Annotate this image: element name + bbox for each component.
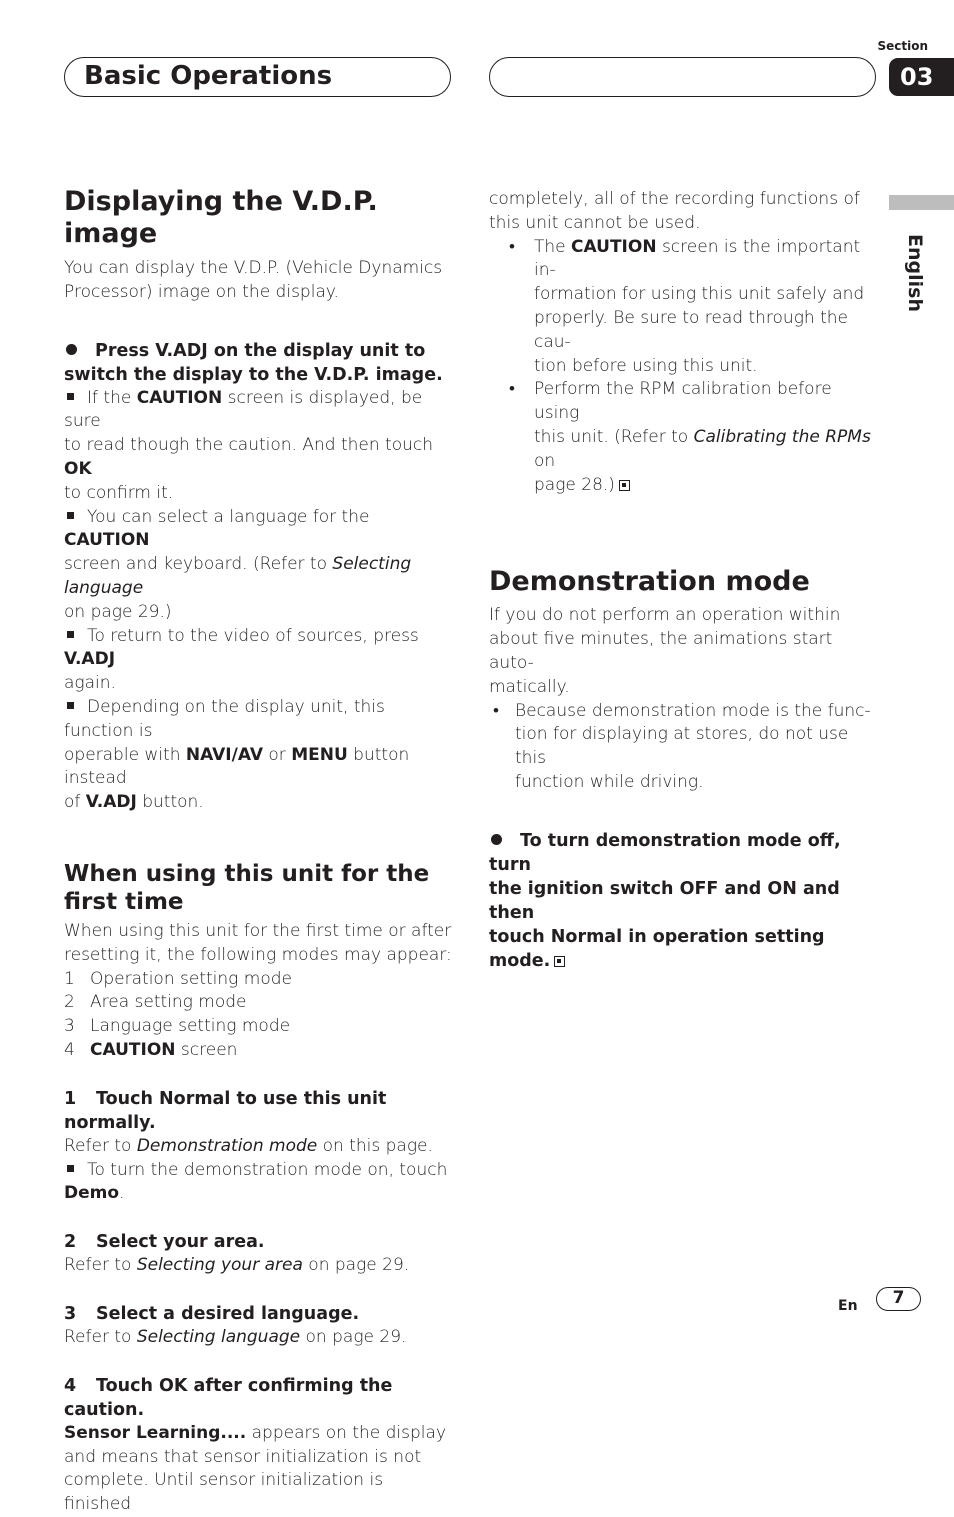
- step-3: 3 Select a desired language. Refer to Selecting language on page 29.: [64, 1303, 407, 1347]
- section-number: 03: [889, 58, 954, 96]
- first-time-intro: When using this unit for the first time or after resetting it, the following modes may appear:: [64, 920, 452, 965]
- demo-intro: If you do not perform an operation within about five minutes, the animations start auto- matically.: [489, 605, 841, 697]
- language-tab: [889, 195, 954, 210]
- step-1: 1 Touch Normal to use this unit normally. Refer to Demonstration mode on this page. To turn the demonstration mode on, touch Demo.: [64, 1088, 448, 1204]
- empty-header-frame: [489, 57, 876, 97]
- bullet-dot-icon: [491, 834, 502, 845]
- language-label: English: [903, 234, 926, 312]
- note-caution: If the CAUTION screen is displayed, be sure to read though the caution. And then touch OK to confirm it.: [64, 387, 434, 503]
- note-square-icon: [67, 702, 74, 709]
- note-language: You can select a language for the CAUTION screen and keyboard. (Refer to Selecting language on page 29.): [64, 506, 412, 622]
- left-column: [64, 186, 454, 1517]
- mode-list: [64, 968, 454, 1063]
- note-square-icon: [67, 393, 74, 400]
- vdp-step: Press V.ADJ on the display unit to switch the display to the V.D.P. image.: [64, 340, 443, 385]
- bullet-caution-important: • The CAUTION screen is the important in- formation for using this unit safely and properly. Be sure to read through the cau- tion before using this unit.: [489, 236, 876, 379]
- mode-item: 3 Language setting mode: [64, 1016, 291, 1037]
- bullet-dot-icon: [66, 344, 77, 355]
- heading-first-time: When using this unit for the first time: [64, 860, 430, 915]
- heading-vdp: Displaying the V.D.P. image: [64, 186, 378, 249]
- heading-demonstration: Demonstration mode: [489, 566, 810, 598]
- step-4: 4 Touch OK after confirming the caution. Sensor Learning.... appears on the display and means that sensor initialization is not complete. Until sensor initialization is finished: [64, 1375, 447, 1515]
- mode-item: 1 Operation setting mode: [64, 968, 292, 989]
- end-mark-icon: [619, 480, 630, 491]
- end-mark-icon: [554, 956, 565, 967]
- bullet-rpm-calibration: • Perform the RPM calibration before using this unit. (Refer to Calibrating the RPMs on page 28.): [489, 378, 876, 497]
- mode-item: 4 CAUTION screen: [64, 1039, 238, 1060]
- page-number: 7: [876, 1287, 921, 1311]
- note-display-unit: Depending on the display unit, this function is operable with NAVI/AV or MENU button instead of V.ADJ button.: [64, 696, 410, 813]
- step-2: 2 Select your area. Refer to Selecting your area on page 29.: [64, 1232, 410, 1276]
- section-title: Basic Operations: [84, 61, 333, 91]
- demo-step: To turn demonstration mode off, turn the ignition switch OFF and ON and then touch Normal in operation setting mode.: [489, 830, 841, 971]
- footer-language: En: [838, 1298, 858, 1314]
- section-label: Section: [877, 39, 928, 53]
- mode-item: 2 Area setting mode: [64, 992, 247, 1013]
- note-square-icon: [67, 1165, 74, 1172]
- note-return: To return to the video of sources, press V.ADJ again.: [64, 625, 419, 694]
- note-square-icon: [67, 512, 74, 519]
- bullet-demo-stores: • Because demonstration mode is the func- tion for displaying at stores, do not use this function while driving.: [489, 700, 876, 795]
- caution-continued: completely, all of the recording functions of this unit cannot be used.: [489, 189, 860, 233]
- note-square-icon: [67, 631, 74, 638]
- vdp-intro: You can display the V.D.P. (Vehicle Dynamics Processor) image on the display.: [64, 258, 443, 302]
- right-column: [489, 188, 876, 973]
